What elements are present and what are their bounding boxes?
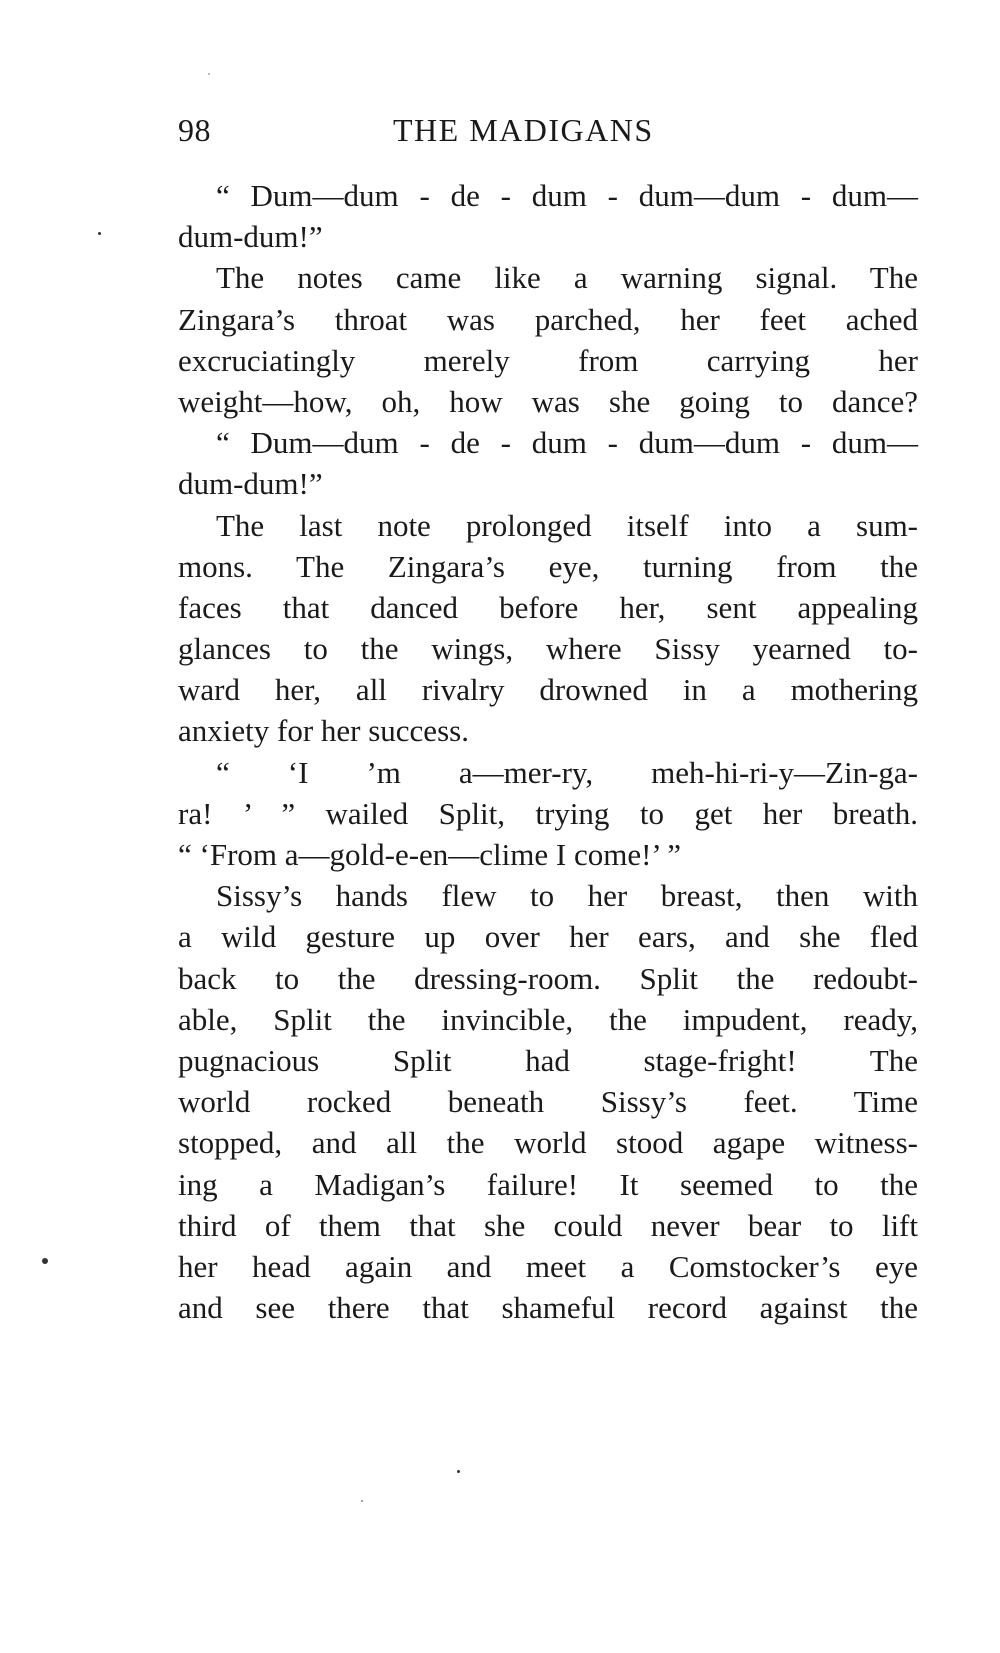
text-line: a wild gesture up over her ears, and she fled [178,919,918,955]
text-line: ra! ’ ” wailed Split, trying to get her breath. [178,795,918,831]
text-line: dum-dum!” [178,219,323,255]
text-line: Sissy’s hands flew to her breast, then with [216,878,918,914]
text-line: “ ‘From a—gold-e-en—clime I come!’ ” [178,837,681,872]
text-line: glances to the wings, where Sissy yearned to- [178,631,918,667]
text-line: “ ‘I ’m a—mer-ry, meh-hi-ri-y—Zin-ga- [216,754,918,790]
text-line: weight—how, oh, how was she going to dance? [178,383,918,419]
text-line: ing a Madigan’s failure! It seemed to the [178,1166,918,1202]
text-line: Zingara’s throat was parched, her feet ached [178,301,918,337]
page-number: 98 [178,112,211,148]
text-line: stopped, and all the world stood agape witness- [178,1125,918,1161]
scan-speck [42,1258,48,1264]
text-line: excruciatingly merely from carrying her [178,342,918,378]
text-line: and see there that shameful record against the [178,1290,918,1326]
text-line: mons. The Zingara’s eye, turning from the [178,548,918,584]
scan-speck [98,232,101,235]
text-line: her head again and meet a Comstocker’s eye [178,1248,918,1284]
text-line: The last note prolonged itself into a sum- [216,507,918,543]
scan-speck [208,73,210,75]
text-line: third of them that she could never bear to lift [178,1207,918,1243]
text-line: pugnacious Split had stage-fright! The [178,1042,918,1078]
scan-speck [361,1500,363,1502]
text-line: “ Dum—dum - de - dum - dum—dum - dum— [216,178,918,213]
text-line: dum-dum!” [178,466,323,502]
running-title: THE MADIGANS [393,112,654,148]
body-text [178,175,918,1328]
text-line: back to the dressing-room. Split the redoubt- [178,960,918,996]
text-line: The notes came like a warning signal. The [216,260,918,296]
text-line: “ Dum—dum - de - dum - dum—dum - dum— [216,425,918,461]
text-line: anxiety for her success. [178,713,469,749]
text-line: ward her, all rivalry drowned in a mothering [178,672,918,708]
text-line: able, Split the invincible, the impudent, ready, [178,1001,918,1037]
scan-speck [457,1470,460,1473]
text-line: faces that danced before her, sent appealing [178,589,918,625]
text-line: world rocked beneath Sissy’s feet. Time [178,1084,918,1120]
running-header [178,112,918,160]
